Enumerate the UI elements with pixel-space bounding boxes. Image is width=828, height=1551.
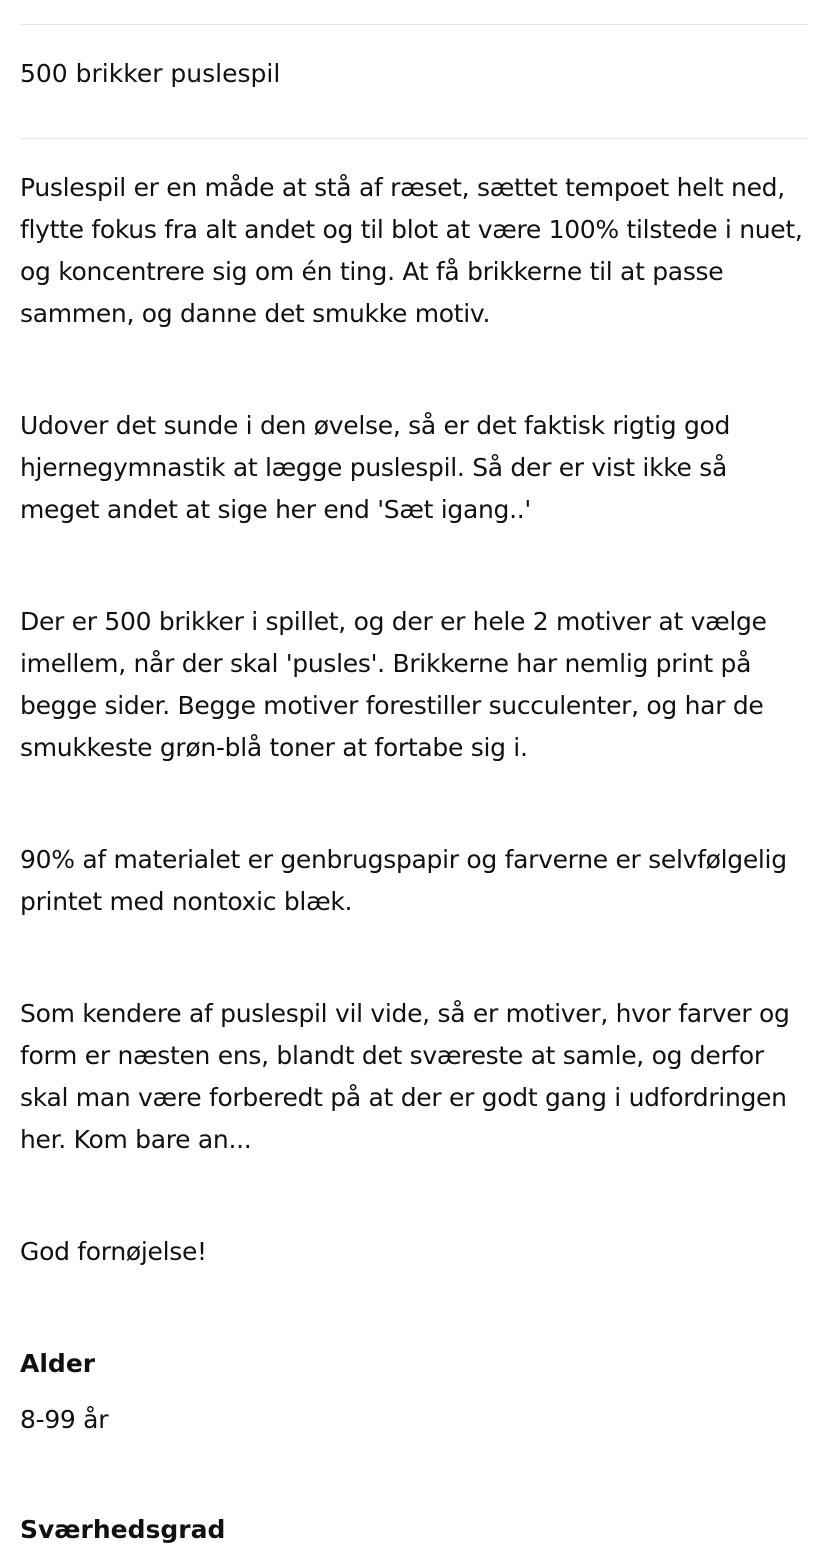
- spec-label-age: Alder: [20, 1349, 96, 1378]
- divider-top: [20, 24, 808, 25]
- spec-value-age: 8-99 år: [20, 1405, 109, 1434]
- spec-label-next: Sværhedsgrad: [20, 1515, 226, 1544]
- description-paragraph: Puslespil er en måde at stå af ræset, sættet tempoet helt ned, flytte fokus fra alt andet og til blot at være 100% tilstede i nuet, og koncentrere sig om én ting. At få brikkerne til at passe sammen, og danne det smukke motiv.: [20, 173, 803, 328]
- description-paragraph: Som kendere af puslespil vil vide, så er motiver, hvor farver og form er næsten ens, blandt det sværeste at samle, og derfor skal man være forberedt på at der er godt gang i udfordringen her. Kom bare an...: [20, 999, 790, 1154]
- description-paragraph: God fornøjelse!: [20, 1237, 207, 1266]
- divider: [20, 138, 808, 139]
- description-paragraph: Der er 500 brikker i spillet, og der er hele 2 motiver at vælge imellem, når der skal 'pusles'. Brikkerne har nemlig print på begge sider. Begge motiver forestiller succulenter, og har de smukkeste grøn-blå toner at fortabe sig i.: [20, 607, 767, 762]
- product-subtitle: 500 brikker puslespil: [20, 59, 281, 88]
- description-paragraph: 90% af materialet er genbrugspapir og farverne er selvfølgelig printet med nontoxic blæk.: [20, 845, 787, 916]
- description-paragraph: Udover det sunde i den øvelse, så er det faktisk rigtig god hjernegymnastik at lægge puslespil. Så der er vist ikke så meget andet at sige her end 'Sæt igang..': [20, 411, 731, 524]
